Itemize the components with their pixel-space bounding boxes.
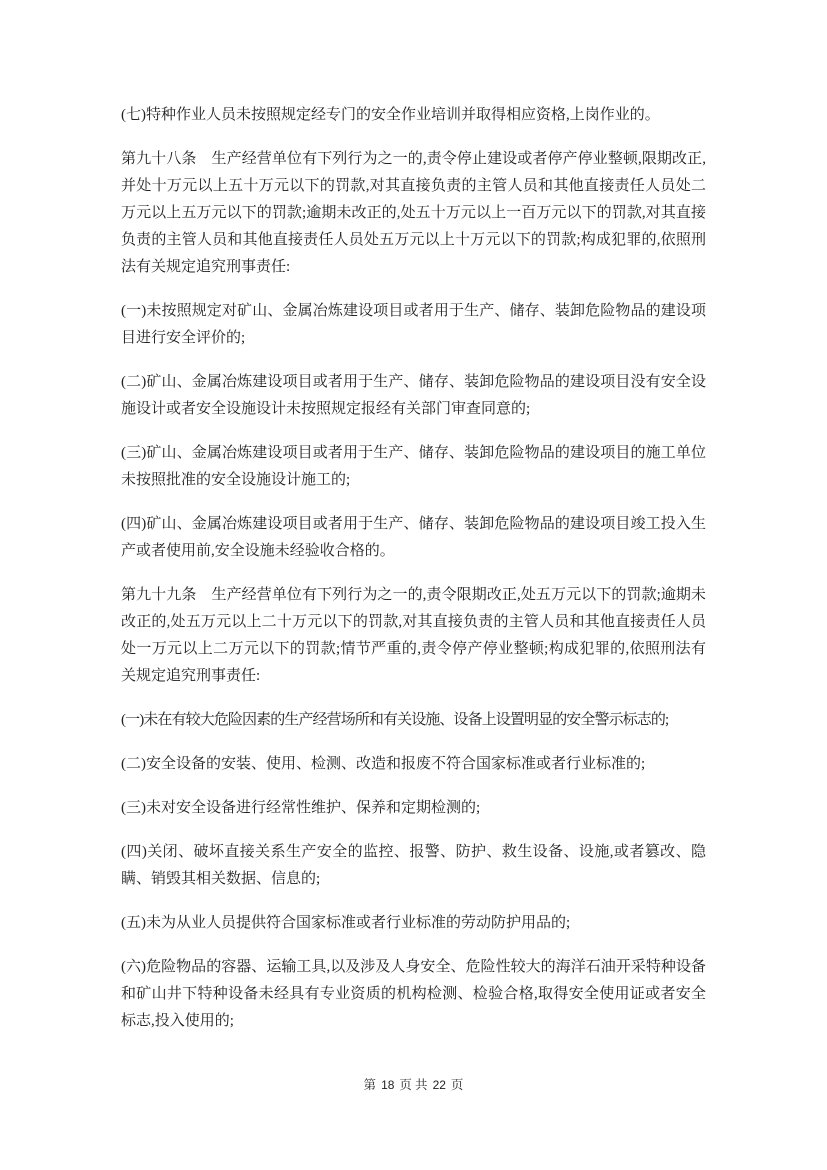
article-99-item-4: (四)关闭、破坏直接关系生产安全的监控、报警、防护、救生设备、设施,或者篡改、隐瞒、销毁其相关数据、信息的; — [121, 844, 706, 887]
footer-total-pages: 22 — [432, 1078, 446, 1092]
article-98-item-2: (二)矿山、金属冶炼建设项目或者用于生产、储存、装卸危险物品的建设项目没有安全设施设计或者安全设施设计未按照规定报经有关部门审查同意的; — [121, 374, 706, 417]
footer-label-di: 第 — [363, 1078, 377, 1092]
document-body — [121, 102, 706, 1052]
article-98-paragraph: 第九十八条 生产经营单位有下列行为之一的,责令停止建设或者停产停业整顿,限期改正,并处十万元以上五十万元以下的罚款,对其直接负责的主管人员和其他直接责任人员处二万元以上五万元以下的罚款;逾期未改正的,处五十万元以上一百万元以下的罚款,对其直接负责的主管人员和其他直接责任人员处五万元以上十万元以下的罚款;构成犯罪的,依照刑法有关规定追究刑事责任: — [121, 151, 706, 275]
article-98-item-4: (四)矿山、金属冶炼建设项目或者用于生产、储存、装卸危险物品的建设项目竣工投入生产或者使用前,安全设施未经验收合格的。 — [121, 516, 706, 559]
footer-page-number: 18 — [381, 1078, 395, 1092]
article-98-item-1: (一)未按照规定对矿山、金属冶炼建设项目或者用于生产、储存、装卸危险物品的建设项目进行安全评价的; — [121, 303, 706, 346]
article-99-item-5: (五)未为从业人员提供符合国家标准或者行业标准的劳动防护用品的; — [121, 915, 571, 931]
page-footer — [0, 1076, 827, 1094]
article-99-paragraph: 第九十九条 生产经营单位有下列行为之一的,责令限期改正,处五万元以下的罚款;逾期未改正的,处五万元以上二十万元以下的罚款,对其直接负责的主管人员和其他直接责任人员处一万元以上二万元以下的罚款;情节严重的,责令停产停业整顿;构成犯罪的,依照刑法有关规定追究刑事责任: — [121, 587, 706, 684]
footer-label-ye-gong: 页 共 — [399, 1078, 428, 1092]
article-98-item-3: (三)矿山、金属冶炼建设项目或者用于生产、储存、装卸危险物品的建设项目的施工单位未按照批准的安全设施设计施工的; — [121, 445, 706, 488]
article-99-item-3: (三)未对安全设备进行经常性维护、保养和定期检测的; — [121, 800, 481, 816]
article-99-item-1: (一)未在有较大危险因素的生产经营场所和有关设施、设备上设置明显的安全警示标志的; — [121, 712, 669, 728]
footer-label-ye: 页 — [450, 1078, 464, 1092]
article-99-item-6: (六)危险物品的容器、运输工具,以及涉及人身安全、危险性较大的海洋石油开采特种设备和矿山井下特种设备未经具有专业资质的机构检测、检验合格,取得安全使用证或者安全标志,投入使用的; — [121, 959, 706, 1029]
clause-item-7: (七)特种作业人员未按照规定经专门的安全作业培训并取得相应资格,上岗作业的。 — [121, 107, 660, 123]
article-99-item-2: (二)安全设备的安装、使用、检测、改造和报废不符合国家标准或者行业标准的; — [121, 756, 646, 772]
